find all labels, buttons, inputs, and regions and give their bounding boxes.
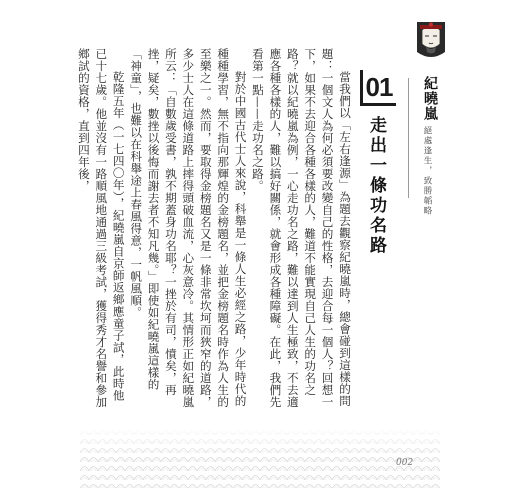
chapter-heading: [358, 70, 400, 330]
chapter-number: 01: [365, 72, 393, 102]
wave-pattern-decoration: [80, 426, 440, 488]
portrait-icon: [414, 22, 448, 68]
chapter-title: 走出一條功名路: [366, 116, 386, 256]
body-text: [76, 48, 353, 408]
paragraph: 乾隆五年（一七四〇年），紀曉嵐自京師返鄉應童子試，此時他已十七歲。他並沒有一路順風地通過三級考試，獲得秀才名譽和參加鄉試的資格，直到四年後，: [76, 48, 126, 408]
paragraph: 對於中國古代士人來說，科舉是一條人生必經之路，少年時代的種種學習，無不指向那輝煌的金榜題名，並把金榜題名時作為人生的至樂之一。然而，要取得金榜題名又是一條非常坎坷而狹窄的道路，多少士人在這條道路上摔得頭破血流，心灰意冷。其情形正如紀曉嵐所云：「自數歲受書，孰不期蓋身功名耶？一挫於有司，憤矣，再挫，疑矣，數挫以後悔而謝去者不知凡幾。」即使如紀曉嵐這樣的「神童」，也難以在科舉途上春風得意，一帆風順。: [129, 48, 248, 408]
header-subtitle: 絕處逢生，致勝韜略: [422, 126, 432, 216]
header-rule: [408, 78, 409, 198]
header-name: 紀曉嵐: [422, 76, 438, 121]
page-number: 002: [396, 458, 414, 468]
book-page: [76, 22, 440, 488]
paragraph: 當我們以「左右逢源」為題去觀察紀曉嵐時，總會碰到這樣的問題：一個文人為何必須要改變自己的性格，去迎合每一個人？回想一下，如果不去迎合各種各樣的人，難道不能實現自己人生的功名之路？就以紀曉嵐為例，一心走功名之路，難以達到人生極致，不去適應各種各樣的人，難以搞好關係，就會形成各種障礙。在此，我們先看第一點——走功名之路。: [250, 48, 352, 408]
